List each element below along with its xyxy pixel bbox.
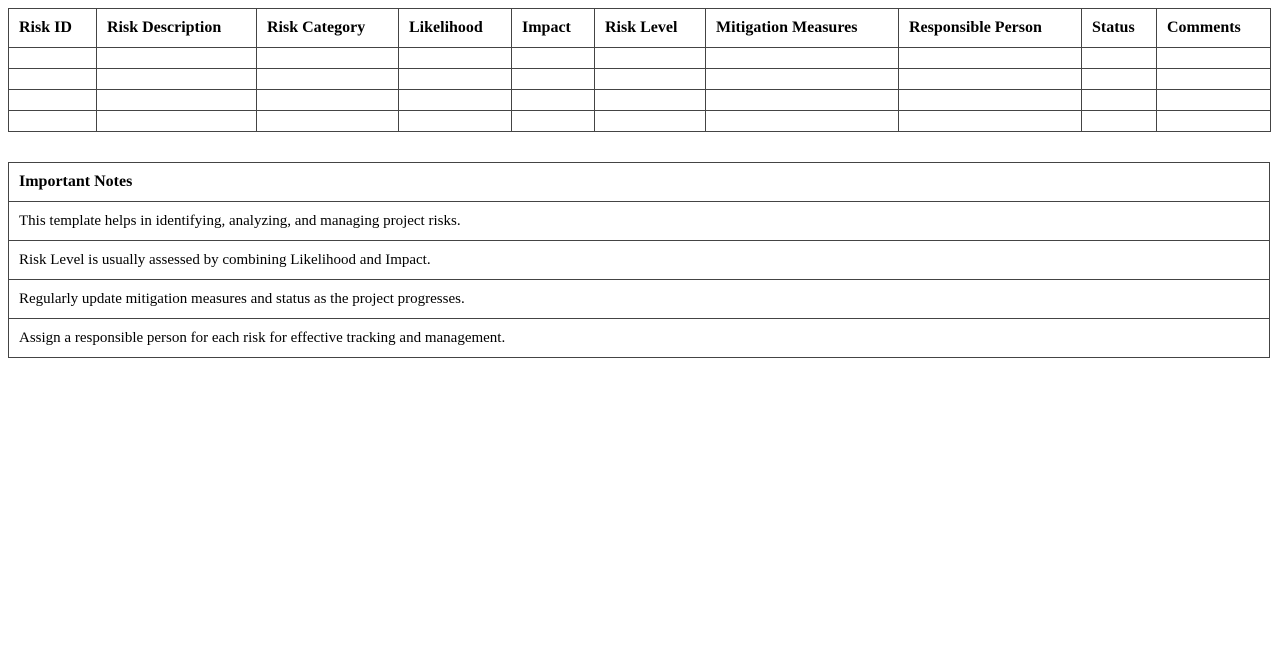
table-cell[interactable] (97, 90, 257, 111)
notes-header-row (9, 163, 1270, 202)
table-row (9, 111, 1271, 132)
table-cell[interactable] (9, 69, 97, 90)
table-row (9, 69, 1271, 90)
table-cell[interactable] (97, 69, 257, 90)
table-cell[interactable] (399, 111, 512, 132)
header-comments: Comments (1157, 9, 1271, 48)
table-cell[interactable] (595, 90, 706, 111)
note-item: This template helps in identifying, analyzing, and managing project risks. (9, 202, 1270, 241)
table-cell[interactable] (595, 111, 706, 132)
table-cell[interactable] (399, 69, 512, 90)
table-cell[interactable] (512, 90, 595, 111)
table-cell[interactable] (9, 111, 97, 132)
table-cell[interactable] (257, 90, 399, 111)
notes-title: Important Notes (9, 163, 1270, 202)
table-cell[interactable] (1157, 48, 1271, 69)
table-cell[interactable] (257, 48, 399, 69)
table-cell[interactable] (9, 90, 97, 111)
note-row (9, 319, 1270, 358)
header-risk-category: Risk Category (257, 9, 399, 48)
important-notes-table (8, 162, 1270, 358)
table-cell[interactable] (706, 48, 899, 69)
table-cell[interactable] (899, 111, 1082, 132)
header-likelihood: Likelihood (399, 9, 512, 48)
table-cell[interactable] (399, 48, 512, 69)
header-risk-description: Risk Description (97, 9, 257, 48)
table-cell[interactable] (9, 48, 97, 69)
table-cell[interactable] (1157, 69, 1271, 90)
header-risk-id: Risk ID (9, 9, 97, 48)
note-item: Regularly update mitigation measures and status as the project progresses. (9, 280, 1270, 319)
note-item: Assign a responsible person for each risk for effective tracking and management. (9, 319, 1270, 358)
table-cell[interactable] (1082, 90, 1157, 111)
table-cell[interactable] (595, 69, 706, 90)
header-status: Status (1082, 9, 1157, 48)
table-cell[interactable] (512, 111, 595, 132)
table-cell[interactable] (706, 111, 899, 132)
table-cell[interactable] (899, 48, 1082, 69)
table-cell[interactable] (257, 69, 399, 90)
table-cell[interactable] (97, 111, 257, 132)
table-cell[interactable] (706, 90, 899, 111)
header-responsible-person: Responsible Person (899, 9, 1082, 48)
table-cell[interactable] (595, 48, 706, 69)
table-cell[interactable] (512, 69, 595, 90)
table-header-row (9, 9, 1271, 48)
table-cell[interactable] (706, 69, 899, 90)
table-cell[interactable] (1082, 69, 1157, 90)
table-cell[interactable] (1157, 90, 1271, 111)
note-row (9, 202, 1270, 241)
table-row (9, 48, 1271, 69)
note-item: Risk Level is usually assessed by combining Likelihood and Impact. (9, 241, 1270, 280)
table-cell[interactable] (512, 48, 595, 69)
header-risk-level: Risk Level (595, 9, 706, 48)
table-cell[interactable] (899, 69, 1082, 90)
table-cell[interactable] (257, 111, 399, 132)
header-impact: Impact (512, 9, 595, 48)
note-row (9, 241, 1270, 280)
table-cell[interactable] (1157, 111, 1271, 132)
header-mitigation-measures: Mitigation Measures (706, 9, 899, 48)
table-cell[interactable] (399, 90, 512, 111)
risk-register-table (8, 8, 1271, 132)
table-cell[interactable] (97, 48, 257, 69)
note-row (9, 280, 1270, 319)
table-cell[interactable] (1082, 111, 1157, 132)
table-row (9, 90, 1271, 111)
table-cell[interactable] (1082, 48, 1157, 69)
table-cell[interactable] (899, 90, 1082, 111)
